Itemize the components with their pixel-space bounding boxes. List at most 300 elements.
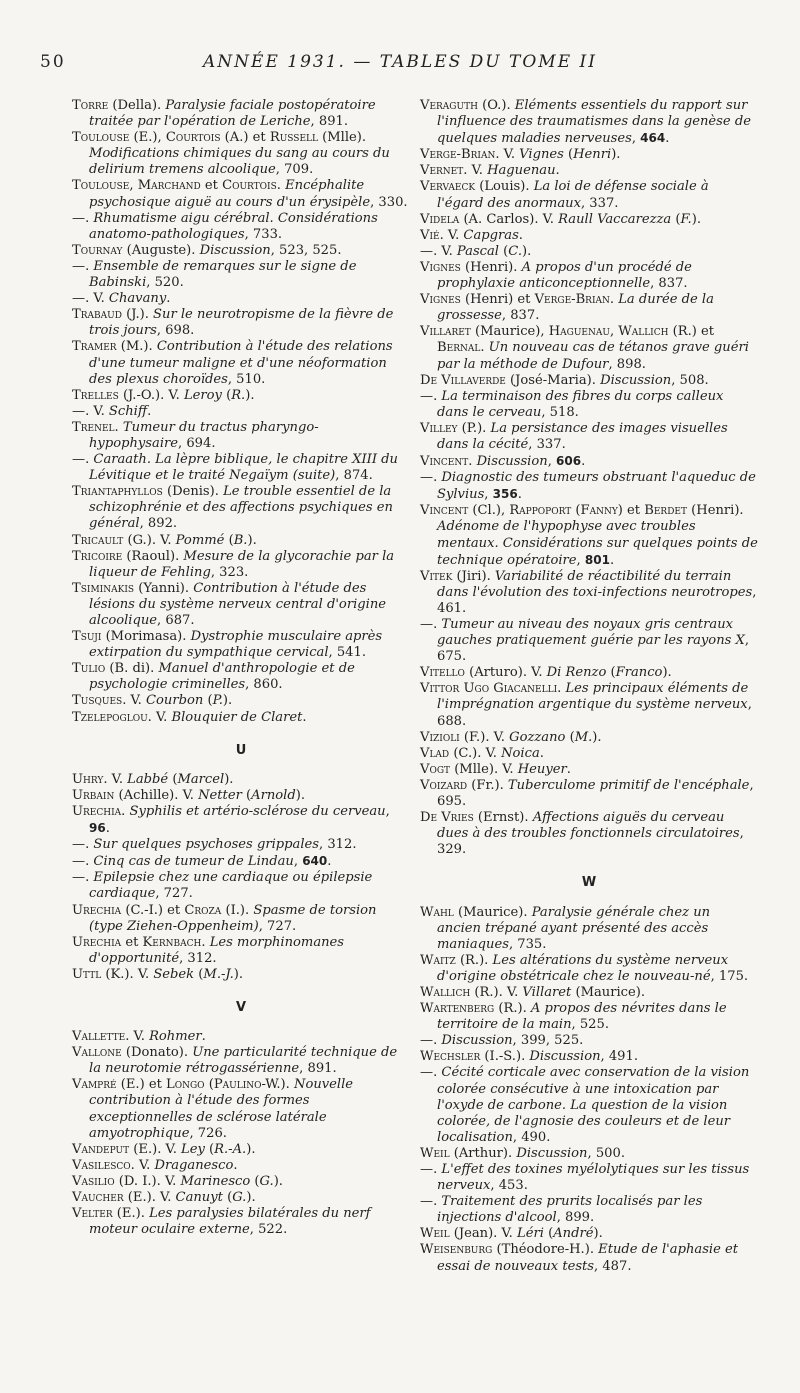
running-title: ANNÉE 1931. — TABLES DU TOME II <box>203 52 597 72</box>
index-entry <box>72 211 410 243</box>
entry-title: Diagnostic des tumeurs obstruant l'aqueduc de Sylvius <box>437 470 756 503</box>
entry-text: —. V. <box>72 291 109 307</box>
index-entry <box>420 569 758 617</box>
author-name: Verge-Brian <box>534 292 610 308</box>
entry-text: , 329. <box>437 826 744 858</box>
entry-title: Une particularité technique de la neurotomie rétrogassérienne <box>89 1045 398 1077</box>
entry-title: Haguenau <box>487 163 556 179</box>
entry-text: —. <box>420 617 442 632</box>
entry-text: . <box>166 291 171 307</box>
entry-text: (Henri). <box>687 503 744 519</box>
entry-title: Rhumatisme aigu cérébral. Considérations anatomo-pathologiques <box>89 210 378 242</box>
entry-text: (R.). <box>455 952 493 968</box>
index-entry <box>420 1049 758 1065</box>
entry-title: Le trouble essentiel de la schizophrénie et des affections psychiques en général <box>89 484 393 532</box>
entry-text: (A. Carlos). V. <box>459 211 559 227</box>
entry-text: ( <box>168 771 178 787</box>
entry-text: ). <box>662 665 672 681</box>
entry-text: . <box>581 454 586 470</box>
entry-title: R.-A. <box>214 1141 247 1157</box>
entry-text: , 541. <box>328 645 367 661</box>
author-name: Videla <box>420 211 460 227</box>
index-entry <box>420 163 758 179</box>
entry-title: Ensemble de remarques sur le signe de Babinski <box>89 258 357 291</box>
entry-text: (E.). <box>112 1206 150 1222</box>
entry-title: Schiff <box>108 403 148 419</box>
entry-title: Pascal <box>456 243 499 259</box>
entry-text: . <box>517 487 522 503</box>
index-entry <box>72 130 410 178</box>
entry-text: (Auguste). <box>122 242 200 258</box>
entry-text: ( <box>203 693 213 709</box>
index-entry <box>420 778 758 810</box>
entry-text: , 337. <box>580 195 619 211</box>
entry-text: , 523, 525. <box>270 242 342 258</box>
entry-text: , 461. <box>437 584 757 616</box>
entry-text: , 453. <box>490 1178 528 1194</box>
entry-text: ( <box>563 147 574 163</box>
entry-text: (Donato). <box>121 1045 193 1061</box>
entry-text: (Mlle). <box>318 130 367 146</box>
entry-text: . V. <box>147 709 172 725</box>
entry-title: Dystrophie musculaire après extirpation du sympathique cervical <box>89 629 383 661</box>
author-name: Fanny <box>580 503 618 519</box>
index-entry <box>72 1045 410 1077</box>
entry-text: , 688. <box>437 697 752 729</box>
author-name: Trenel <box>72 419 115 435</box>
entry-text: ( <box>221 387 232 403</box>
author-name: Tramer <box>72 339 117 355</box>
entry-title: Les paralysies bilatérales du nerf moteur oculaire externe <box>89 1206 371 1238</box>
entry-text: , 892. <box>139 516 178 532</box>
entry-title: Cinq cas de tumeur de Lindau <box>93 854 294 870</box>
entry-title: Tuberculome primitif de l'encéphale <box>507 777 750 793</box>
author-name: Croza <box>184 902 222 918</box>
index-entry <box>72 259 410 291</box>
entry-text: (C.-I.) et <box>121 902 185 918</box>
entry-title: Tumeur au niveau des noyaux gris centraux gauches pratiquement guérie par les rayons X <box>437 617 745 649</box>
entry-text: , 727. <box>155 886 193 902</box>
author-name: Vasilio <box>72 1173 115 1189</box>
entry-title: Blouquier de Claret <box>171 709 303 725</box>
author-name: Vittor Ugo Giacanelli <box>420 681 558 697</box>
entry-text: (D. I.). V. <box>114 1173 181 1189</box>
entry-title: M. <box>574 729 593 745</box>
entry-text: , 735. <box>508 936 547 952</box>
index-entry <box>72 1158 410 1174</box>
entry-text: ( <box>571 503 581 519</box>
author-name: Wartenberg <box>420 1001 495 1017</box>
entry-text: et <box>121 934 143 950</box>
entry-title: Nouvelle contribution à l'étude des formes exceptionnelles de sclérose latérale amyotrophique <box>89 1077 354 1141</box>
index-entry <box>72 1174 410 1190</box>
index-entry <box>72 629 410 661</box>
entry-text: ). <box>273 1173 283 1189</box>
index-entry <box>420 292 758 324</box>
entry-title: Marinesco <box>180 1173 251 1189</box>
entry-title: Draganesco <box>154 1157 234 1173</box>
author-name: Rappoport <box>509 503 572 519</box>
entry-text: . <box>114 419 123 435</box>
entry-text: , 323. <box>210 564 249 580</box>
entry-title: Marcel <box>177 771 225 787</box>
index-entry <box>72 853 410 870</box>
author-name: Tsuji <box>72 629 102 645</box>
index-entry <box>420 244 758 260</box>
entry-text: . V. <box>125 1029 150 1045</box>
entry-text: . <box>480 340 489 356</box>
author-name: Vié <box>420 227 440 243</box>
index-entry <box>72 291 410 307</box>
entry-title: Paralysie générale chez un ancien trépané ayant présenté des accès maniaques <box>437 904 711 952</box>
entry-title: Canuyt <box>175 1190 223 1205</box>
author-name: Wechsler <box>420 1049 481 1065</box>
author-name: De Villaverde <box>420 372 506 388</box>
entry-text: (José-Maria). <box>505 372 601 388</box>
index-entry <box>420 762 758 778</box>
author-name: Villey <box>420 420 458 436</box>
author-name: Vincent <box>420 454 469 470</box>
author-name: Waitz <box>420 952 456 968</box>
entry-text: , 899. <box>556 1210 595 1226</box>
entry-text: (K.). V. <box>101 966 154 982</box>
entry-title: Manuel d'anthropologie et de psychologie criminelles <box>89 661 355 693</box>
entry-text: ( <box>204 1077 214 1093</box>
entry-title: Cécité corticale avec conservation de la vision colorée consécutive à une intoxication par l'oxyde de carbone. La question de la vision colorée, de l'agnosie des couleurs et de leur localisation <box>437 1065 750 1145</box>
entry-text: ( <box>241 787 252 803</box>
index-entry <box>420 905 758 953</box>
entry-title: Encéphalite psychosique aiguë au cours d'un érysipèle <box>89 178 371 210</box>
index-entry <box>420 730 758 746</box>
entry-title: Mesure de la glycorachie par la liqueur de Fehling <box>89 548 395 580</box>
index-entry <box>420 212 758 228</box>
entry-text: ). <box>246 1190 256 1205</box>
index-entry <box>420 147 758 163</box>
entry-text: —. <box>420 1162 442 1177</box>
author-name: Vizioli <box>420 729 460 745</box>
entry-text: . <box>121 803 130 819</box>
entry-text: ) et <box>617 503 645 519</box>
author-name: Vernet <box>420 163 464 179</box>
author-name: Kernbach <box>142 934 202 950</box>
entry-text: (Louis). <box>475 179 534 195</box>
index-entry <box>72 935 410 967</box>
index-entry <box>72 243 410 259</box>
entry-title: Discussion <box>600 372 672 388</box>
index-entry <box>72 1077 410 1141</box>
page-reference-bold: 464 <box>640 131 666 146</box>
entry-text: (Raoul). <box>122 548 184 564</box>
index-entry <box>72 178 410 210</box>
entry-title: Traitement des prurits localisés par les injections d'alcool <box>437 1194 703 1226</box>
entry-text: , 837. <box>501 308 540 324</box>
index-entry <box>72 452 410 484</box>
entry-text: —. <box>72 870 94 886</box>
entry-text: . <box>539 745 544 761</box>
entry-title: Vignes <box>519 147 564 163</box>
entry-text: et <box>200 178 223 194</box>
index-entry <box>72 1029 410 1045</box>
index-entry <box>420 810 758 858</box>
index-entry <box>72 903 410 935</box>
entry-title: Un nouveau cas de tétanos grave guéri par la méthode de Dufour <box>437 340 749 372</box>
entry-title: Léri <box>517 1226 544 1242</box>
entry-text: (R.). V. <box>470 984 523 1000</box>
entry-title: André <box>553 1226 594 1242</box>
author-name: Vasilesco <box>72 1157 131 1173</box>
entry-text: . <box>327 854 332 870</box>
entry-text: , 525. <box>571 1017 609 1033</box>
author-name: Vlad <box>420 745 450 761</box>
entry-title: La terminaison des fibres du corps calleux dans le cerveau <box>437 388 724 420</box>
author-name: Voizard <box>420 777 468 793</box>
entry-text: , 487. <box>594 1258 632 1274</box>
entry-text: ( <box>499 243 509 259</box>
author-name: Vitello <box>420 665 465 681</box>
entry-title: Paralysie faciale postopératoire traitée par l'opération de Leriche <box>89 98 376 130</box>
entry-text: (C.). V. <box>449 745 502 761</box>
entry-title: R. <box>231 387 246 403</box>
author-name: Urbain <box>72 787 115 803</box>
entry-text: , 500. <box>587 1145 625 1161</box>
author-name: Tsiminakis <box>72 580 135 596</box>
entry-text: (A.) et <box>220 130 270 146</box>
entry-text: ( <box>671 211 681 227</box>
entry-text: -W.). <box>261 1077 294 1093</box>
entry-text: ). <box>611 147 621 163</box>
author-name: Vandeput <box>72 1141 130 1157</box>
index-entry <box>420 373 758 389</box>
index-entry <box>72 533 410 549</box>
index-entry <box>420 1162 758 1194</box>
index-entry <box>72 307 410 339</box>
entry-text: ( <box>222 1190 233 1205</box>
entry-text: (Cl.), <box>468 503 510 519</box>
entry-text: , 733. <box>244 226 283 242</box>
entry-text: . V. <box>122 693 147 709</box>
entry-text: (P.). <box>457 420 491 436</box>
entry-text: ). <box>592 729 602 745</box>
author-name: Trabaud <box>72 307 122 323</box>
entry-title: Les principaux éléments de l'imprégnation argentique du système nerveux <box>437 681 749 713</box>
entry-text: , 675. <box>437 633 750 665</box>
entry-text: —. <box>72 854 94 870</box>
entry-text: (Morimasa). <box>101 629 191 645</box>
index-entry <box>420 1146 758 1162</box>
author-name: Vervaeck <box>420 179 476 195</box>
entry-text: , <box>484 487 493 503</box>
index-entry <box>420 98 758 147</box>
entry-text: . <box>468 454 477 470</box>
entry-text: , <box>576 552 585 568</box>
entry-title: G. <box>259 1173 274 1189</box>
entry-text: ( <box>194 966 204 982</box>
entry-text: —. <box>72 210 94 226</box>
entry-text: (F.). V. <box>459 729 510 745</box>
entry-text: . <box>609 552 615 568</box>
section-letter: U <box>235 742 247 758</box>
entry-text: , 874. <box>335 468 373 484</box>
entry-title: La durée de la grossesse <box>437 292 714 324</box>
page-reference-bold: 96 <box>89 821 106 836</box>
entry-title: Sebek <box>153 966 195 982</box>
index-entry <box>420 617 758 665</box>
author-name: Trelles <box>72 387 119 403</box>
entry-text: —. <box>420 388 442 404</box>
entry-text: —. <box>420 470 442 486</box>
author-name: Triantaphyllos <box>72 484 163 500</box>
author-name: Velter <box>72 1206 113 1222</box>
entry-text: , 695. <box>437 777 754 810</box>
entry-text: , 837. <box>650 276 688 292</box>
index-entry <box>72 804 410 837</box>
author-name: Toulouse, Marchand <box>72 178 201 194</box>
author-name: Vitek <box>420 568 453 584</box>
index-entry <box>420 1242 758 1274</box>
entry-text: (J.). <box>121 307 154 323</box>
entry-title: Di Renzo <box>546 665 607 681</box>
index-entry <box>72 870 410 902</box>
index-entry <box>72 404 410 420</box>
entry-text: . <box>566 761 571 777</box>
entry-title: Discussion <box>516 1145 588 1161</box>
entry-title: Etude de l'aphasie et essai de nouveaux tests <box>437 1242 739 1274</box>
entry-title: A propos d'un procédé de prophylaxie anticonceptionnelle <box>437 259 692 292</box>
index-entry <box>420 228 758 244</box>
entry-text: (E.), <box>129 130 166 146</box>
author-name: Tzelepoglou <box>72 709 148 725</box>
author-name: Bernal <box>437 340 481 356</box>
page-reference-bold: 356 <box>492 487 518 502</box>
entry-title: Raull Vaccarezza <box>558 211 672 227</box>
index-entry <box>72 388 410 404</box>
entry-text: (I.). <box>221 902 254 918</box>
index-column-left <box>72 98 410 1238</box>
index-entry <box>72 1206 410 1238</box>
entry-text: ( <box>543 1226 554 1242</box>
author-name: Torre <box>72 98 109 113</box>
entry-text: , 860. <box>245 677 283 693</box>
entry-text: (B. di). <box>105 661 159 677</box>
entry-text: ). <box>222 693 233 709</box>
entry-text: . V. <box>130 1157 155 1173</box>
author-name: Veraguth <box>420 98 478 113</box>
entry-text: ( <box>565 729 575 745</box>
entry-text: —. V. <box>420 243 457 259</box>
entry-text: , 726. <box>189 1125 227 1141</box>
entry-title: A propos des névrites dans le territoire de la main <box>437 1001 727 1033</box>
entry-text: (Jean). V. <box>449 1226 517 1242</box>
author-name: Vallone <box>72 1045 122 1061</box>
entry-title: Labbé <box>127 771 169 787</box>
section-letter: V <box>235 999 247 1015</box>
index-entry <box>72 710 410 726</box>
entry-text: . V. <box>439 227 464 243</box>
entry-text: , 491. <box>600 1049 639 1065</box>
entry-text: (J.-O.). V. <box>118 387 184 403</box>
index-entry <box>420 470 758 503</box>
entry-text: , 694. <box>178 435 216 451</box>
entry-text: —. <box>420 1194 442 1210</box>
index-entry <box>420 1194 758 1226</box>
entry-text: ). <box>593 1226 603 1242</box>
entry-title: Les altérations du système nerveux d'origine obstétricale chez le nouveau-né <box>437 952 729 984</box>
entry-text: (Achille). V. <box>114 787 199 803</box>
index-entry <box>72 339 410 387</box>
entry-title: F. <box>680 211 692 227</box>
entry-title: Pommé <box>175 532 225 548</box>
entry-title: C. <box>508 243 522 259</box>
entry-title: Villaret <box>522 984 572 1000</box>
page-number: 50 <box>40 52 66 72</box>
author-name: Verge-Brian <box>420 147 496 163</box>
index-entry <box>420 503 758 568</box>
entry-text: (M.). <box>116 339 157 355</box>
author-name: Berdet <box>644 503 687 519</box>
entry-title: B. <box>233 532 248 548</box>
entry-title: Discussion <box>441 1033 513 1049</box>
entry-title: Leroy <box>183 387 222 403</box>
entry-text: (E.). V. <box>123 1190 176 1205</box>
author-name: Tusques <box>72 693 123 709</box>
page-reference-bold: 606 <box>556 454 582 469</box>
entry-text: , 891. <box>299 1061 337 1077</box>
entry-text: (Maurice). <box>453 904 532 920</box>
entry-text: —. <box>72 837 94 853</box>
entry-text: , 510. <box>227 371 266 387</box>
author-name: Russell <box>269 130 318 146</box>
entry-text: (Mlle). V. <box>450 761 518 777</box>
entry-text: ( <box>606 665 616 681</box>
entry-title: Eléments essentiels du rapport sur l'influence des traumatismes dans la genèse de quelques maladies nerveuses <box>437 98 751 147</box>
entry-title: Contribution à l'étude des relations d'une tumeur maligne et d'une néoformation des plexus choroïdes <box>89 339 393 387</box>
entry-text: . V. <box>463 163 488 179</box>
entry-title: Affections aiguës du cerveau dues à des troubles fonctionnels circulatoires <box>437 810 740 842</box>
index-entry <box>72 484 410 532</box>
author-name: Weil <box>420 1145 450 1161</box>
entry-text: , <box>547 454 557 470</box>
entry-text: (Fr.). <box>467 777 508 793</box>
author-name: Vincent <box>420 503 469 519</box>
author-name: De Vries <box>420 810 474 826</box>
author-name: Paulino <box>213 1077 262 1093</box>
entry-text: (Della). <box>108 98 166 113</box>
index-entry <box>420 1065 758 1145</box>
entry-title: Sur quelques psychoses grippales <box>93 837 319 853</box>
entry-title: Capgras <box>463 227 519 243</box>
entry-text: , 891. <box>310 114 349 130</box>
entry-text: (G.). V. <box>123 532 176 548</box>
author-name: Tournay <box>72 242 123 258</box>
entry-title: L'effet des toxines myélolytiques sur les tissus nerveux <box>437 1162 750 1194</box>
index-entry <box>72 837 410 853</box>
entry-title: La persistance des images visuelles dans la cécité <box>437 420 728 452</box>
author-name: Haguenau, Wallich <box>548 324 669 340</box>
entry-text: ). <box>246 1141 256 1157</box>
entry-title: M.-J. <box>203 966 234 982</box>
index-entry <box>72 693 410 709</box>
index-entry <box>420 389 758 421</box>
entry-text: . <box>105 821 110 837</box>
entry-text: ( <box>250 1173 260 1189</box>
entry-title: Sur le neurotropisme de la fièvre de trois jours <box>89 307 394 339</box>
entry-text: (Arturo). V. <box>464 665 547 681</box>
entry-text: —. <box>72 452 94 468</box>
entry-text: (Yanni). <box>134 580 194 596</box>
author-name: Urechia <box>72 902 122 918</box>
index-entry <box>420 1001 758 1033</box>
author-name: Courtois <box>165 130 221 146</box>
